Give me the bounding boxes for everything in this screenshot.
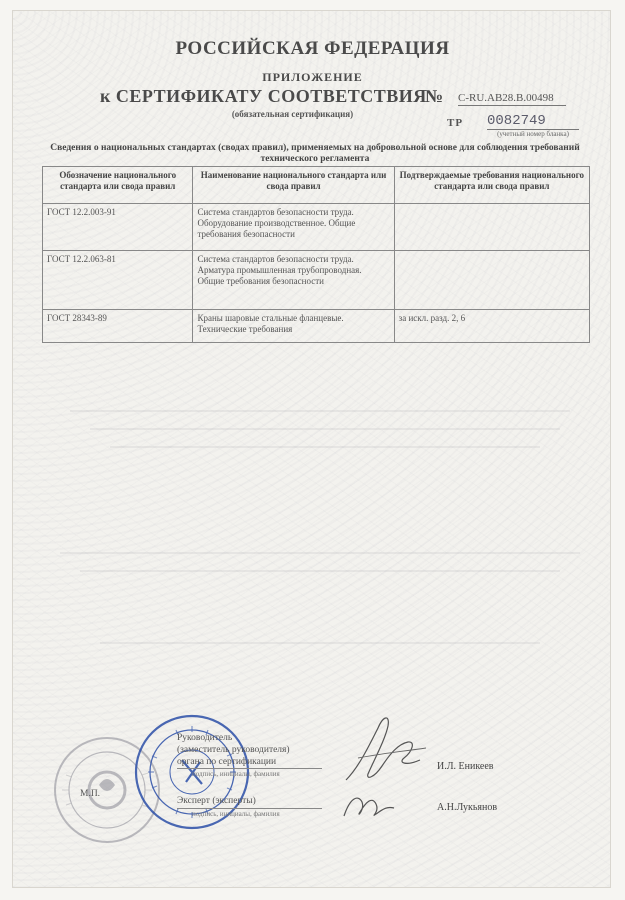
standard-requirements: за искл. разд. 2, 6 (394, 310, 589, 343)
show-through-line (90, 428, 560, 430)
expert-title: Эксперт (эксперты) (177, 796, 256, 806)
table-row (43, 310, 590, 343)
country-title: РОССИЙСКАЯ ФЕДЕРАЦИЯ (175, 38, 450, 59)
mandatory-note: (обязательная сертификация) (231, 109, 354, 119)
table-row (43, 251, 590, 310)
head-title-line3: органа по сертификации (177, 757, 277, 767)
head-signature-caption: подпись, инициалы, фамилия (192, 770, 280, 778)
standard-name: Система стандартов безопасности труда. Арматура промышленная трубопроводная. Общие требования безопасности (193, 251, 394, 310)
blank-number-caption: (учетный номер бланка) (497, 130, 569, 138)
standards-table (42, 166, 590, 343)
number-sign: № (425, 86, 444, 106)
standard-name: Система стандартов безопасности труда. Оборудование производственное. Общие требования безопасности (193, 204, 394, 251)
certificate-title: к СЕРТИФИКАТУ СООТВЕТСТВИЯ (100, 86, 427, 106)
standard-code: ГОСТ 12.2.063-81 (43, 251, 193, 310)
column-header-requirements: Подтверждаемые требования национального стандарта или свода правил (394, 167, 589, 204)
standard-code: ГОСТ 28343-89 (43, 310, 193, 343)
expert-name: А.Н.Лукьянов (437, 802, 498, 813)
intro-text: Сведения о национальных стандартах (сводах правил), применяемых на добровольной основе для соблюдения требований технического регламента (50, 143, 580, 164)
head-signature-line (177, 768, 322, 769)
standard-requirements (394, 204, 589, 251)
standard-code: ГОСТ 12.2.003-91 (43, 204, 193, 251)
column-header-code: Обозначение национального стандарта или свода правил (43, 167, 193, 204)
show-through-line (80, 570, 560, 572)
show-through-line (110, 446, 540, 448)
certificate-number: С-RU.АВ28.В.00498 (458, 92, 566, 106)
standard-requirements (394, 251, 589, 310)
expert-signature-line (177, 808, 322, 809)
standard-name: Краны шаровые стальные фланцевые. Технические требования (193, 310, 394, 343)
head-title-line2: (заместитель руководителя) (177, 745, 290, 755)
show-through-line (70, 410, 570, 412)
head-name: И.Л. Еникеев (437, 761, 494, 772)
tp-label: ТР (447, 117, 464, 129)
table-header-row (43, 167, 590, 204)
column-header-name: Наименование национального стандарта или свода правил (193, 167, 394, 204)
head-title-line1: Руководитель (177, 733, 233, 743)
show-through-line (60, 552, 580, 554)
blank-number: 0082749 (487, 113, 579, 130)
appendix-title: ПРИЛОЖЕНИЕ (262, 70, 363, 84)
table-row (43, 204, 590, 251)
head-signature-icon (338, 708, 433, 788)
show-through-line (100, 642, 540, 644)
expert-signature-icon (340, 788, 400, 824)
mp-label: М.П. (80, 789, 101, 799)
expert-signature-caption: подпись, инициалы, фамилия (192, 810, 280, 818)
